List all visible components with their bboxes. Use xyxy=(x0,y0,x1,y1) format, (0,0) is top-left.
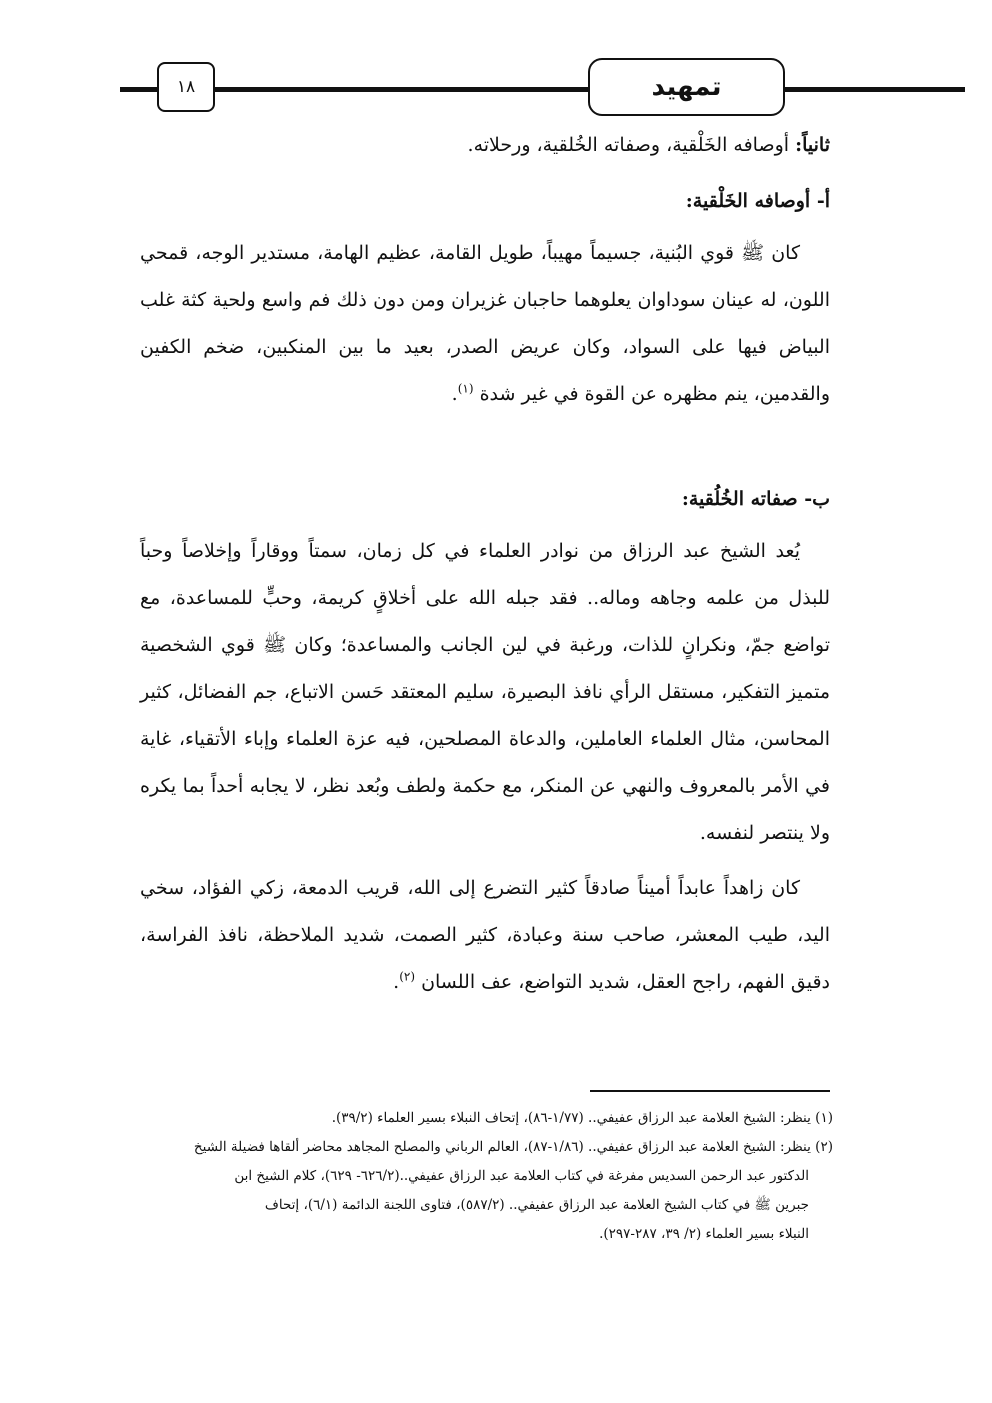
intro-heading-text: أوصافه الخَلْقية، وصفاته الخُلقية، ورحلاته. xyxy=(467,134,796,156)
header-rule-middle xyxy=(212,87,590,92)
intro-heading xyxy=(140,130,830,160)
header-rule-right xyxy=(782,87,965,92)
section-b-end: . xyxy=(393,971,400,993)
footnote-separator xyxy=(590,1090,830,1092)
section-b-paragraph-1: يُعد الشيخ عبد الرزاق من نوادر العلماء في كل زمان، سمتاً ووقاراً وإخلاصاً وحباً للبذل من علمه وجاهه وماله.. فقد جبله الله على أخلاقٍ كريمة، وحبٍّ للمساعدة، مع تواضع جمّ، ونكرانٍ للذات، ورغبة في لين الجانب والمساعدة؛ وكان ﷺ قوي الشخصية متميز التفكير، مستقل الرأي نافذ البصيرة، سليم المعتقد حَسن الاتباع، جم الفضائل، كثير المحاسن، مثال العلماء العاملين، والدعاة المصلحين، فيه عزة العلماء وإباء الأتقياء، غاية في الأمر بالمعروف والنهي عن المنكر، مع حكمة ولطف وبُعد نظر، لا يجابه أحداً بما يكره ولا ينتصر لنفسه. xyxy=(140,540,830,844)
footnote-ref-1[interactable]: (١) xyxy=(457,381,474,396)
footnotes xyxy=(140,1104,833,1249)
section-a-paragraph xyxy=(140,230,830,418)
footnote-2-line-4: النبلاء بسير العلماء (٢/ ٣٩، ٢٨٧-٢٩٧). xyxy=(599,1226,809,1242)
footnote-1: (١) ينظر: الشيخ العلامة عبد الرزاق عفيفي.. (١/٧٧-٨٦)، إتحاف النبلاء بسير العلماء (٣٩/٢). xyxy=(331,1110,833,1126)
section-a-paragraph-text: كان ﷺ قوي البُنية، جسيماً مهيباً، طويل القامة، عظيم الهامة، مستدير الوجه، قمحي اللون، له عينان سوداوان يعلوهما حاجبان غزيران ومن دون ذلك فم واسع ولحية كثة غلب البياض فيها على السواد، وكان عريض الصدر، بعيد ما بين المنكبين، ضخم الكفين والقدمين، ينم مظهره عن القوة في غير شدة xyxy=(140,242,830,405)
section-a-body xyxy=(140,230,830,418)
section-b-body xyxy=(140,528,830,1006)
section-a-title: أ- أوصافه الخَلْقية: xyxy=(685,190,830,212)
intro-heading-label: ثانياً: xyxy=(795,134,830,156)
header-rule-left xyxy=(120,87,158,92)
footnote-ref-2[interactable]: (٢) xyxy=(399,969,416,984)
footnote-2: (٢) ينظر: الشيخ العلامة عبد الرزاق عفيفي.. (١/٨٦-٨٧)، العالم الرباني والمصلح المجاهد محاضر ألقاها فضيلة الشيخ xyxy=(193,1139,833,1155)
chapter-title-text: تمهيد xyxy=(651,72,722,102)
footnote-2-line-2: الدكتور عبد الرحمن السديس مفرغة في كتاب العلامة عبد الرزاق عفيفي..(٦٢٦/٢- ٦٢٩)، كلام الشيخ ابن xyxy=(234,1168,809,1184)
section-a-end: . xyxy=(451,383,458,405)
section-b-paragraph-2-text: كان زاهداً عابداً أميناً صادقاً كثير التضرع إلى الله، قريب الدمعة، زكي الفؤاد، سخي اليد، طيب المعشر، صاحب سنة وعبادة، كثير الصمت، شديد الملاحظة، نافذ الفراسة، دقيق الفهم، راجح العقل، شديد التواضع، عف اللسان xyxy=(140,877,830,993)
chapter-title xyxy=(588,58,785,116)
section-b-title: ب- صفاته الخُلُقية: xyxy=(681,488,830,510)
section-b-paragraph-2 xyxy=(140,865,830,1006)
footnote-2-line-3: جبرين ﷺ في كتاب الشيخ العلامة عبد الرزاق عفيفي.. (٥٨٧/٢)، فتاوى اللجنة الدائمة (٦/١)، إتحاف xyxy=(264,1197,809,1213)
page-number xyxy=(157,62,215,112)
page-number-text: ١٨ xyxy=(176,77,196,97)
